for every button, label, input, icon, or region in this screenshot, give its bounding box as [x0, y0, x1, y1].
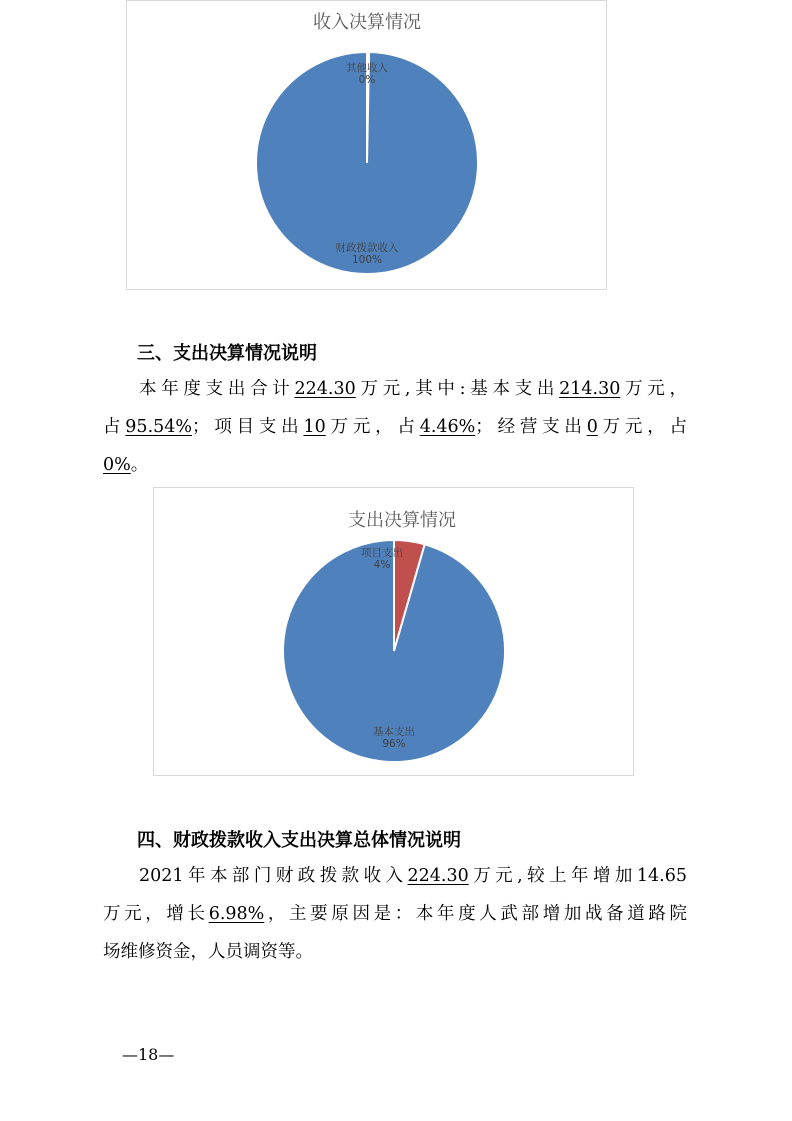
expense-pie-chart [154, 488, 635, 777]
section3-line2 [103, 408, 687, 446]
section3-line3 [103, 446, 687, 484]
slice-percent-label: 0% [358, 74, 376, 86]
slice-name-label: 其他收入 [346, 62, 388, 74]
total-expense-value: 224.30 [294, 379, 356, 399]
section4-heading: 四、财政拨款收入支出决算总体情况说明 [137, 830, 461, 851]
basic-expense-value: 214.30 [559, 379, 621, 399]
section4-line1 [103, 857, 687, 895]
text: 。 [130, 455, 149, 475]
slice-name-label: 基本支出 [373, 726, 415, 738]
text: 万元,较上年增加14.65 [468, 866, 687, 886]
slice-name-label: 财政拨款收入 [335, 242, 399, 254]
section4-paragraph [103, 857, 687, 971]
project-expense-value: 10 [303, 417, 326, 437]
text: 2021年本部门财政拨款收入 [139, 866, 408, 886]
income-chart [126, 0, 607, 290]
text: 万元，占 [325, 417, 420, 437]
slice-percent-label: 96% [382, 738, 406, 750]
operating-expense-percent: 0% [103, 455, 131, 475]
basic-expense-percent: 95.54% [125, 417, 193, 437]
slice-percent-label: 4% [373, 559, 391, 571]
text: ，主要原因是：本年度人武部增加战备道路院 [264, 904, 688, 924]
slice-percent-label: 100% [351, 254, 383, 266]
section3-heading: 三、支出决算情况说明 [137, 343, 317, 364]
text: 占 [103, 417, 126, 437]
text: 场维修资金，人员调资等。 [103, 942, 313, 962]
section3-paragraph [103, 370, 687, 484]
section4-line2 [103, 895, 687, 933]
text: ；项目支出 [192, 417, 304, 437]
text: 万元，占 [597, 417, 688, 437]
section3-line1 [103, 370, 687, 408]
text: 万元， [620, 379, 688, 399]
chart-title: 支出决算情况 [348, 510, 456, 531]
operating-expense-value: 0 [586, 417, 598, 437]
expense-chart [153, 487, 634, 776]
page-number: —18— [122, 1045, 175, 1064]
project-expense-percent: 4.46% [419, 417, 476, 437]
text: 万元,其中:基本支出 [355, 379, 560, 399]
income-pie-chart [127, 1, 608, 291]
fiscal-income-value: 224.30 [407, 866, 469, 886]
text: ；经营支出 [475, 417, 587, 437]
chart-title: 收入决算情况 [313, 12, 421, 33]
section4-line3 [103, 933, 687, 971]
slice-name-label: 项目支出 [361, 547, 403, 559]
text: 万元，增长 [103, 904, 209, 924]
text: 本年度支出合计 [139, 379, 295, 399]
growth-percent: 6.98% [208, 904, 265, 924]
